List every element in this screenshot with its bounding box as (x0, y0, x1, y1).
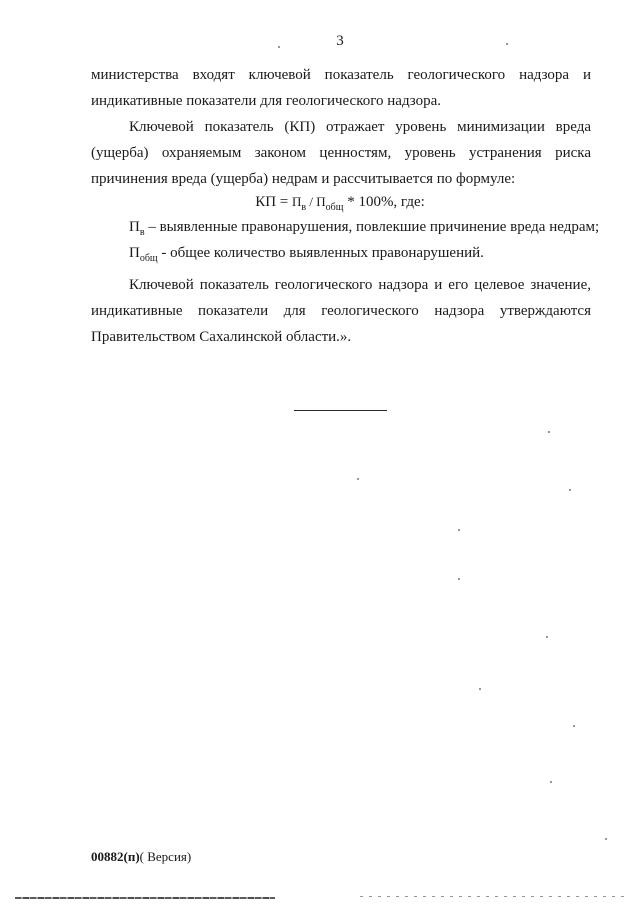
footer-code: 00882(п) (91, 849, 140, 864)
scan-artifact-line-right (360, 896, 625, 897)
scan-speck (605, 838, 607, 840)
paragraph-1 (91, 62, 591, 114)
scan-speck (458, 529, 460, 531)
paragraph-3 (91, 272, 591, 350)
paragraph-1-text: министерства входят ключевой показатель геологического надзора и индикативные показатели для геологического надзора. (91, 67, 591, 109)
scan-speck (546, 636, 548, 638)
formula-sep: / (306, 194, 317, 209)
definition-2-symbol: П (129, 245, 140, 261)
formula-p: П (292, 194, 302, 209)
scan-speck (458, 578, 460, 580)
scan-speck (569, 489, 571, 491)
definition-1-sub: в (139, 227, 145, 238)
definition-1-symbol: П (129, 219, 140, 235)
definition-1 (129, 219, 599, 238)
definition-2-text: - общее количество выявленных правонарушений. (157, 245, 484, 261)
formula-p-sub: в (301, 202, 307, 213)
formula-lhs: КП = (255, 194, 292, 210)
formula-rhs: * 100%, где: (343, 194, 425, 210)
scan-artifact-line (15, 897, 275, 899)
definition-2 (129, 245, 484, 264)
formula-p2: П (316, 194, 326, 209)
paragraph-2 (91, 114, 591, 192)
footer-version: ( Версия) (139, 849, 192, 864)
definition-2-sub: общ (139, 253, 158, 264)
scan-speck (278, 46, 280, 48)
formula (23, 194, 634, 213)
paragraph-3-text: Ключевой показатель геологического надзора и его целевое значение, индикативные показатели для геологического надзора утверждаются Правительством Сахалинской области.». (91, 277, 591, 345)
scan-speck (479, 688, 481, 690)
definition-1-text: – выявленные правонарушения, повлекшие причинение вреда недрам; (144, 219, 600, 235)
scan-speck (548, 431, 550, 433)
end-separator-line (294, 410, 387, 411)
page-number: 3 (336, 33, 344, 49)
formula-p2-sub: общ (325, 202, 344, 213)
scan-speck (506, 43, 508, 45)
footer-document-code (91, 849, 191, 865)
scan-speck (573, 725, 575, 727)
scan-speck (357, 478, 359, 480)
scan-speck (550, 781, 552, 783)
paragraph-2-text: Ключевой показатель (КП) отражает уровень минимизации вреда (ущерба) охраняемым законом ценностям, уровень устранения риска причинения вреда (ущерба) недрам и рассчитывается по формуле: (91, 119, 591, 187)
